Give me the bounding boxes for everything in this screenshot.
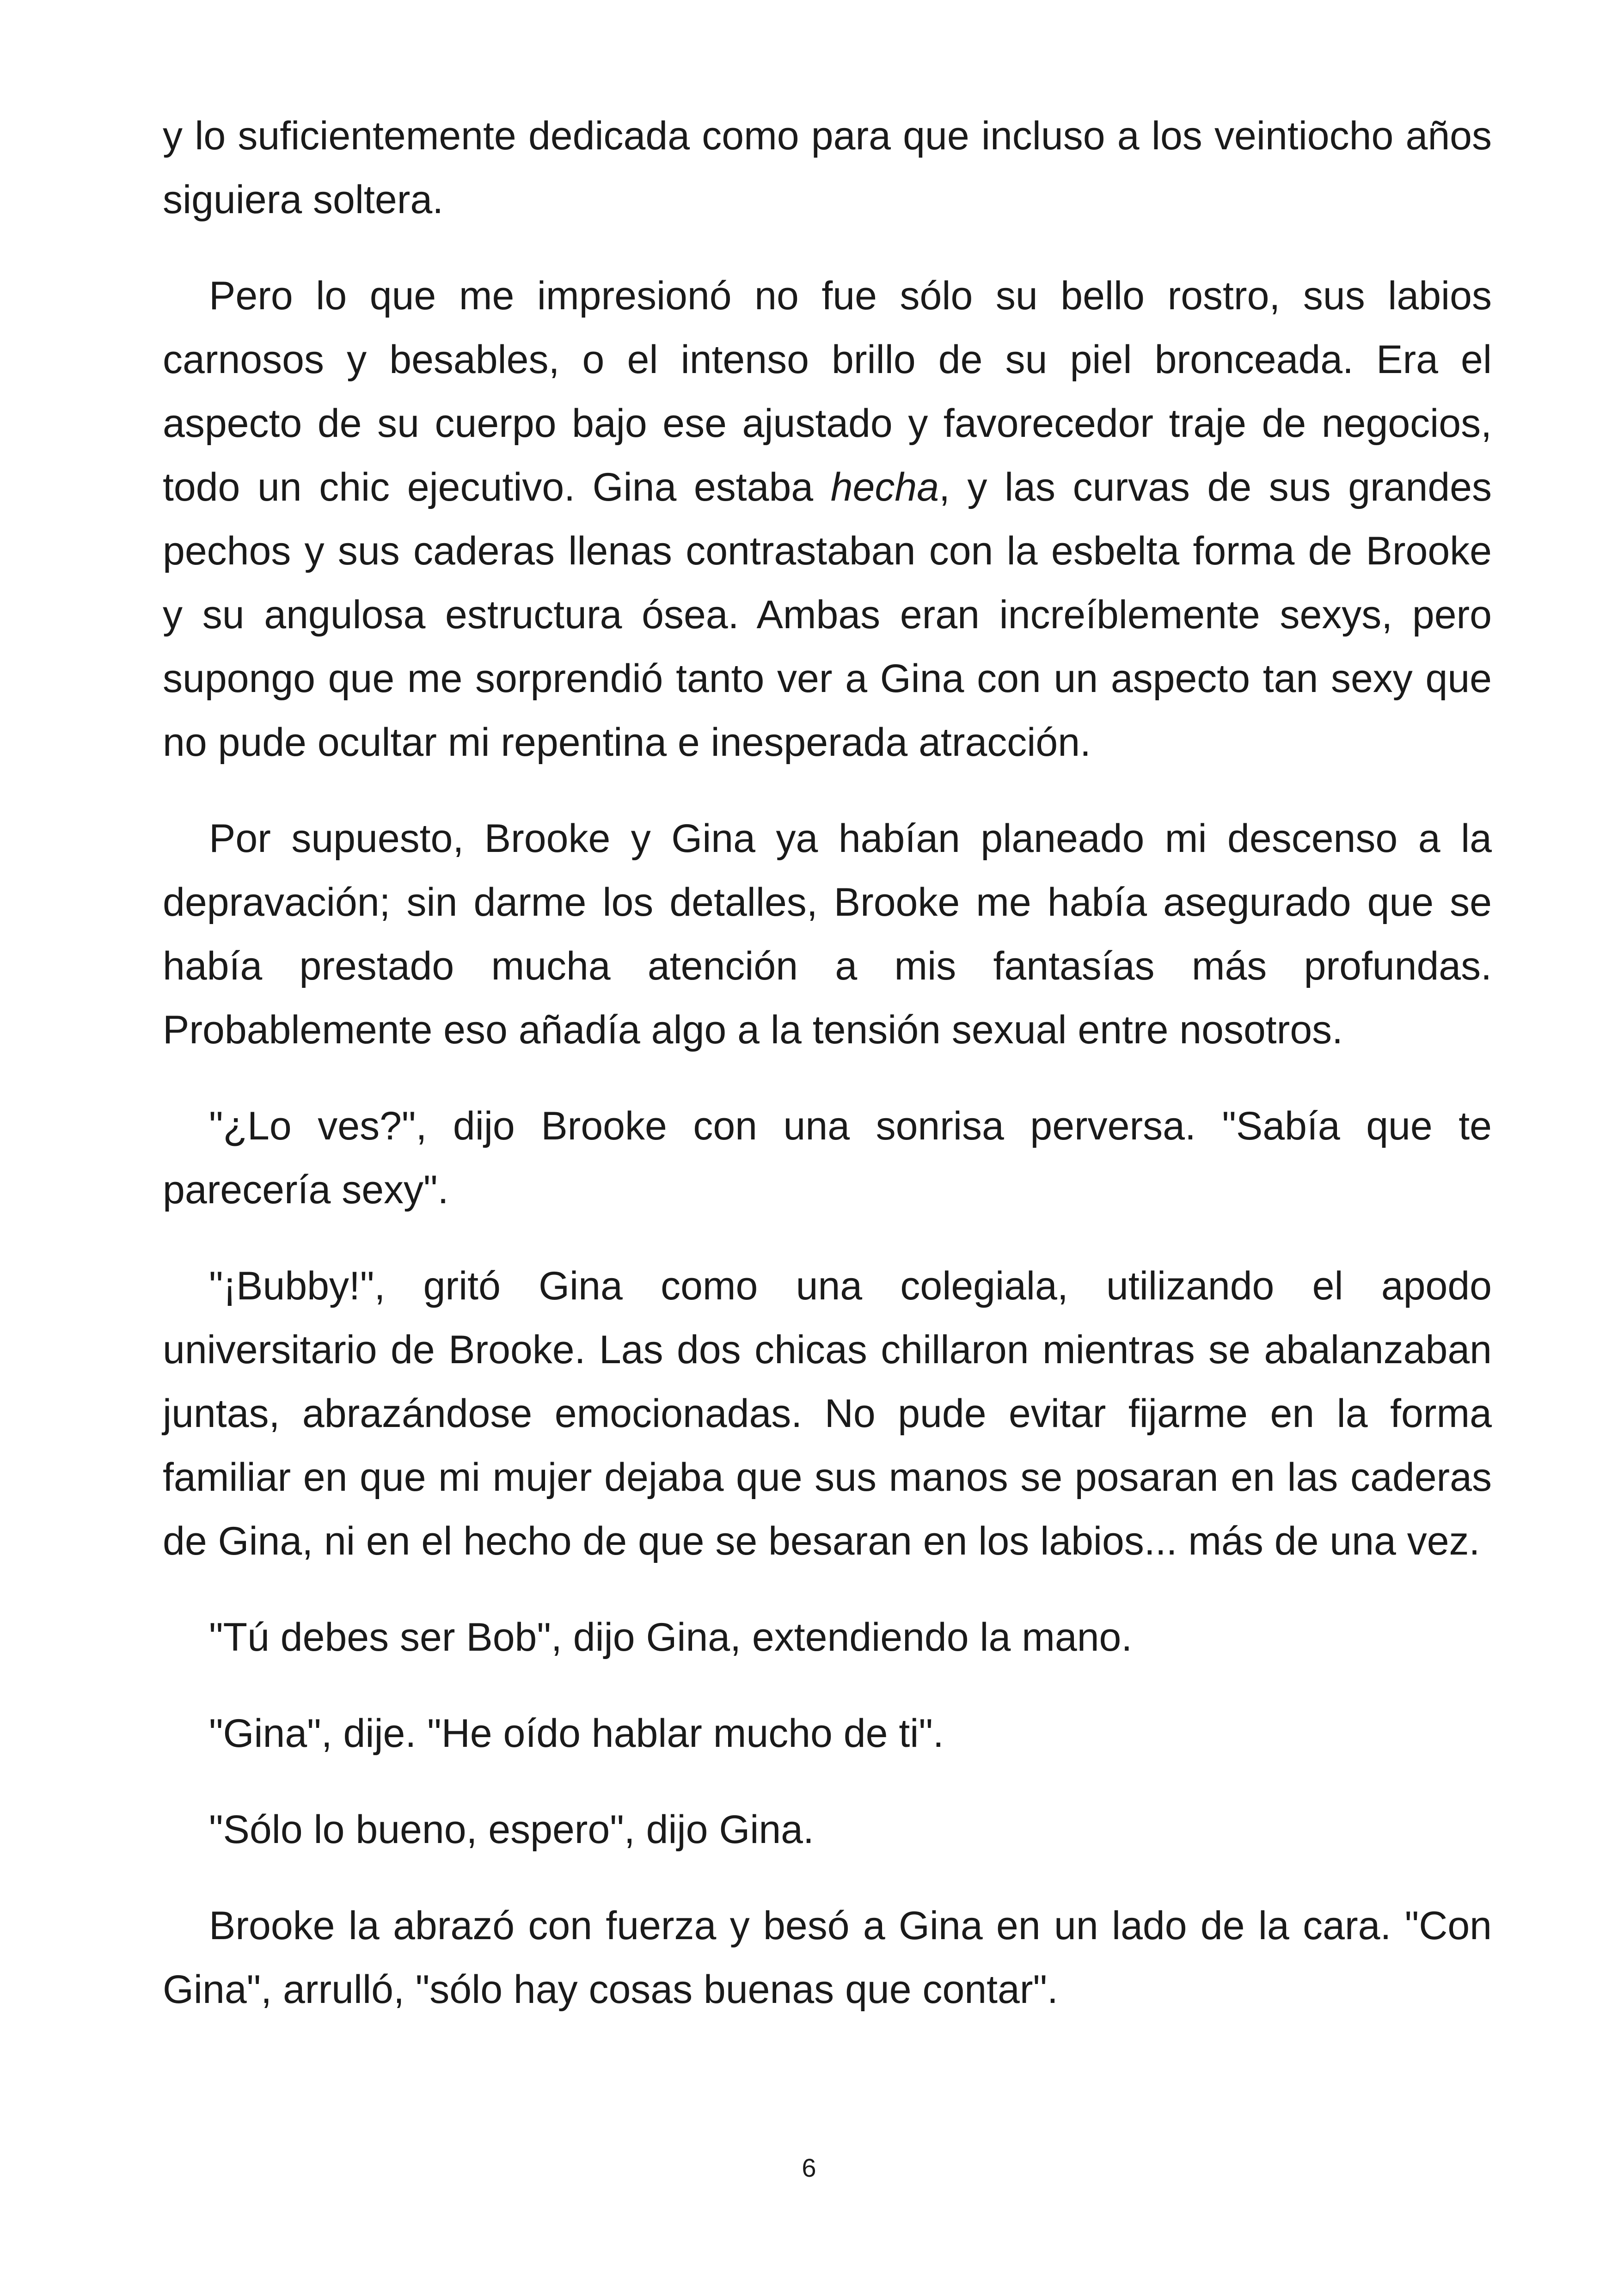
paragraph-4: "¿Lo ves?", dijo Brooke con una sonrisa perversa. "Sabía que te parecería sexy". xyxy=(163,1104,1492,1212)
paragraph-2-emphasis: hecha xyxy=(830,465,939,509)
paragraph-3: Por supuesto, Brooke y Gina ya habían planeado mi descenso a la depravación; sin darme los detalles, Brooke me había asegurado que se había prestado mucha atención a mis fantasías más profundas. Probablemente eso añadía algo a la tensión sexual entre nosotros. xyxy=(163,816,1492,1052)
paragraph-2-start: Pero lo que me impresionó no fue sólo su bello rostro, sus labios carnosos y besables, o el intenso brillo de su piel bronceada. Era el aspecto de su cuerpo bajo ese ajustado y favorecedor traje de negocios, todo un chic ejecutivo. Gina estaba xyxy=(163,274,1492,509)
paragraph-9: Brooke la abrazó con fuerza y besó a Gina en un lado de la cara. "Con Gina", arrulló, "sólo hay cosas buenas que contar". xyxy=(163,1904,1492,2012)
paragraph-7: "Gina", dije. "He oído hablar mucho de ti". xyxy=(209,1711,944,1756)
page-number: 6 xyxy=(802,2153,816,2182)
paragraph-5: "¡Bubby!", gritó Gina como una colegiala, utilizando el apodo universitario de Brooke. Las dos chicas chillaron mientras se abalanzaban juntas, abrazándose emocionadas. No pude evitar fijarme en la forma familiar en que mi mujer dejaba que sus manos se posaran en las caderas de Gina, ni en el hecho de que se besaran en los labios... más de una vez. xyxy=(163,1264,1492,1563)
paragraph-2 xyxy=(163,264,1492,774)
text-body xyxy=(163,104,1492,2054)
paragraph-6: "Tú debes ser Bob", dijo Gina, extendiendo la mano. xyxy=(209,1615,1133,1659)
paragraph-2-end: , y las curvas de sus grandes pechos y sus caderas llenas contrastaban con la esbelta forma de Brooke y su angulosa estructura ósea. Ambas eran increíblemente sexys, pero supongo que me sorprendió tanto ver a Gina con un aspecto tan sexy que no pude ocultar mi repentina e inesperada atracción. xyxy=(163,465,1492,765)
paragraph-8: "Sólo lo bueno, espero", dijo Gina. xyxy=(209,1807,814,1852)
paragraph-1: y lo suficientemente dedicada como para que incluso a los veintiocho años siguiera soltera. xyxy=(163,114,1492,222)
